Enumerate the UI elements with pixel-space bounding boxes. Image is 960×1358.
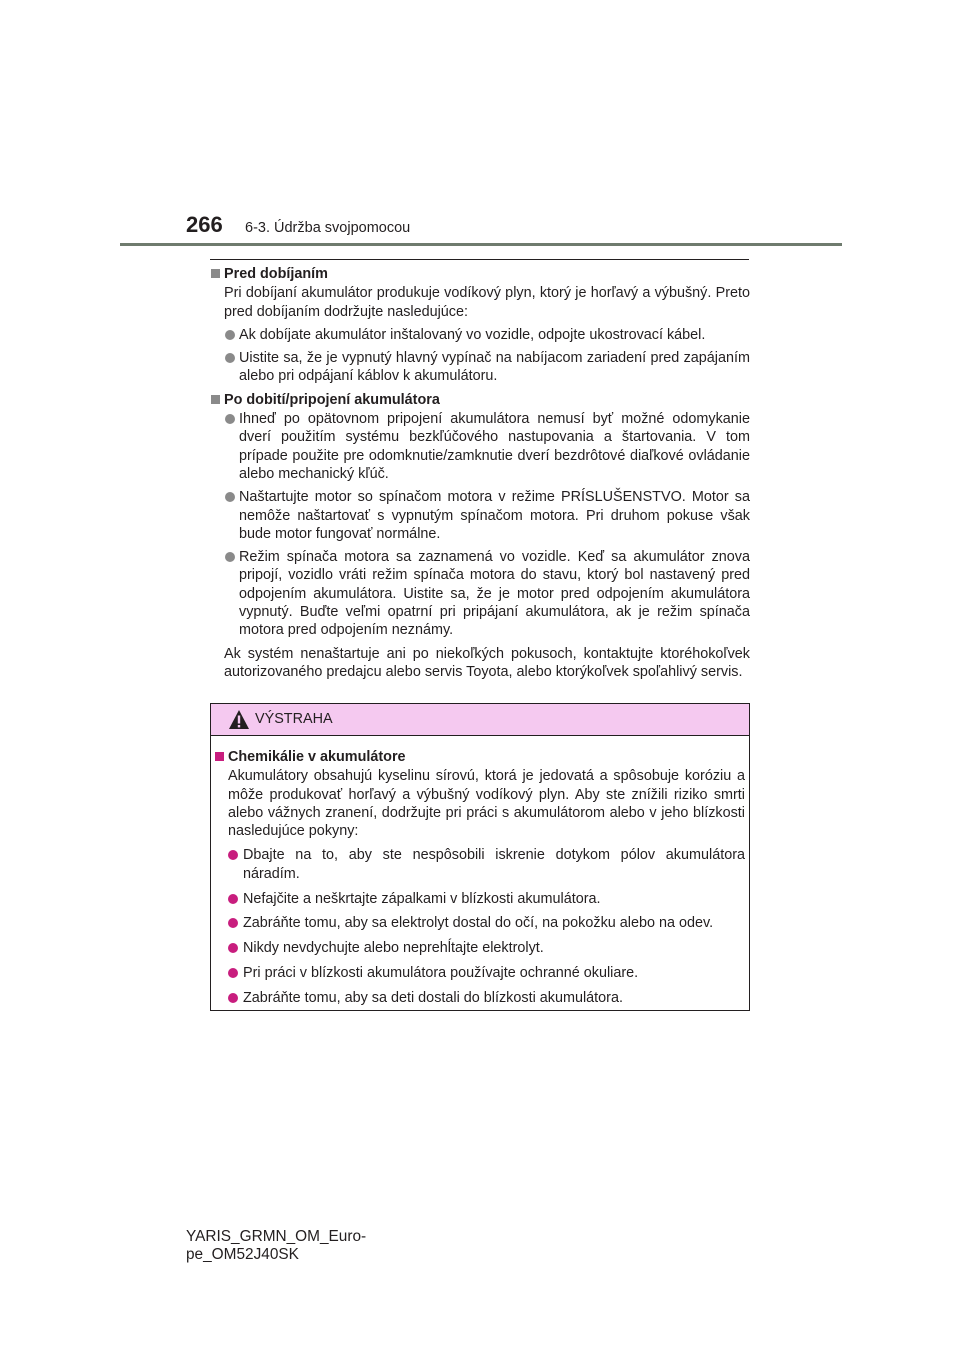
round-bullet-icon — [225, 414, 235, 424]
round-bullet-icon — [225, 552, 235, 562]
section-heading — [210, 265, 750, 283]
section-intro: Pri dobíjaní akumulátor produkuje vodíkový plyn, ktorý je horľavý a výbušný. Preto pred dobíjaním dodržujte nasledujúce: — [224, 285, 750, 320]
section-heading — [210, 391, 750, 409]
round-bullet-icon — [228, 943, 238, 953]
list-item — [210, 488, 750, 543]
round-bullet-icon — [228, 918, 238, 928]
round-bullet-icon — [225, 492, 235, 502]
round-bullet-icon — [228, 894, 238, 904]
list-item-text: Dbajte na to, aby ste nespôsobili iskrenie dotykom pólov akumulátora náradím. — [243, 847, 745, 882]
footer-line-1: YARIS_GRMN_OM_Euro- — [186, 1228, 367, 1245]
warning-header — [211, 704, 749, 736]
warning-intro: Akumulátory obsahujú kyselinu sírovú, ktorá je jedovatá a spôsobuje koróziu a môže produkovať horľavý a výbušný vodíkový plyn. Aby ste znížili riziko smrti alebo vážnych zranení, dodržujte pri práci s akumulátorom alebo v jeho blízkosti nasledujúce pokyny: — [228, 768, 745, 840]
header-rule — [120, 243, 842, 246]
section-after-charging — [210, 391, 750, 681]
list-item — [210, 349, 750, 386]
warning-list-item — [213, 939, 745, 957]
warning-list-item — [213, 964, 745, 982]
section-closing: Ak systém nenaštartuje ani po niekoľkých pokusoch, kontaktujte ktoréhokoľvek autorizovaného predajcu alebo servis Toyota, alebo ktorýkoľvek spoľahlivý servis. — [224, 645, 750, 680]
round-bullet-icon — [228, 968, 238, 978]
page-number: 266 — [186, 212, 223, 237]
list-item-text: Pri práci v blízkosti akumulátora používajte ochranné okuliare. — [243, 964, 639, 981]
list-item-text: Zabráňte tomu, aby sa elektrolyt dostal do očí, na pokožku alebo na odev. — [243, 915, 714, 932]
section-before-charging — [210, 265, 750, 386]
section-title: 6-3. Údržba svojpomocou — [245, 220, 411, 236]
warning-list-item — [213, 846, 745, 883]
round-bullet-icon — [228, 993, 238, 1003]
main-content — [210, 265, 750, 683]
warning-label: VÝSTRAHA — [255, 711, 333, 727]
list-item — [210, 548, 750, 639]
round-bullet-icon — [228, 850, 238, 860]
list-item-text: Ihneď po opätovnom pripojení akumulátora nemusí byť možné odomykanie dverí použitím systému bezkľúčového nastupovania a štartovania. V tom prípade použite pre odomknutie/zamknutie dverí bezdrôtové diaľkové ovládanie alebo mechanický kľúč. — [239, 411, 750, 482]
content-rule — [210, 259, 749, 260]
page-footer — [186, 1228, 366, 1264]
warning-list-item — [213, 914, 745, 932]
warning-section-heading — [213, 748, 745, 766]
warning-body — [211, 736, 749, 1007]
list-item — [210, 326, 750, 344]
list-item-text: Režim spínača motora sa zaznamená vo vozidle. Keď sa akumulátor znova pripojí, vozidlo vráti režim spínača motora do stavu, ktorý bol nastavený pred odpojením akumulátora. Uistite sa, že je motor pred odpojením akumulátora vypnutý. Buďte veľmi opatrní pri pripájaní akumulátora, ak je režim spínača motora pred odpojením neznámy. — [239, 549, 750, 639]
section-heading-text: Pred dobíjaním — [224, 266, 328, 282]
section-heading-text: Po dobití/pripojení akumulátora — [224, 391, 440, 408]
list-item-text: Zabráňte tomu, aby sa deti dostali do blízkosti akumulátora. — [243, 989, 623, 1006]
list-item — [210, 410, 750, 483]
round-bullet-icon — [225, 353, 235, 363]
list-item-text: Ak dobíjate akumulátor inštalovaný vo vozidle, odpojte ukostrovací kábel. — [239, 326, 706, 343]
list-item-text: Naštartujte motor so spínačom motora v režime PRÍSLUŠENSTVO. Motor sa nemôže naštartovať s vypnutým spínačom motora. Pri druhom pokuse však bude motor fungovať normálne. — [239, 489, 750, 542]
square-bullet-icon — [211, 269, 220, 278]
square-bullet-icon — [211, 395, 220, 404]
square-bullet-icon — [215, 752, 224, 761]
list-item-text: Nikdy nevdychujte alebo neprehĺtajte elektrolyt. — [243, 940, 544, 957]
list-item-text: Nefajčite a neškrtajte zápalkami v blízkosti akumulátora. — [243, 890, 601, 907]
warning-triangle-icon — [228, 709, 250, 730]
warning-box — [210, 703, 750, 1011]
warning-list-item — [213, 890, 745, 908]
round-bullet-icon — [225, 330, 235, 340]
footer-line-2: pe_OM52J40SK — [186, 1246, 299, 1263]
list-item-text: Uistite sa, že je vypnutý hlavný vypínač na nabíjacom zariadení pred zapájaním alebo pri odpájaní káblov k akumulátoru. — [239, 350, 750, 385]
warning-list-item — [213, 989, 745, 1007]
warning-section-heading-text: Chemikálie v akumulátore — [228, 749, 406, 765]
